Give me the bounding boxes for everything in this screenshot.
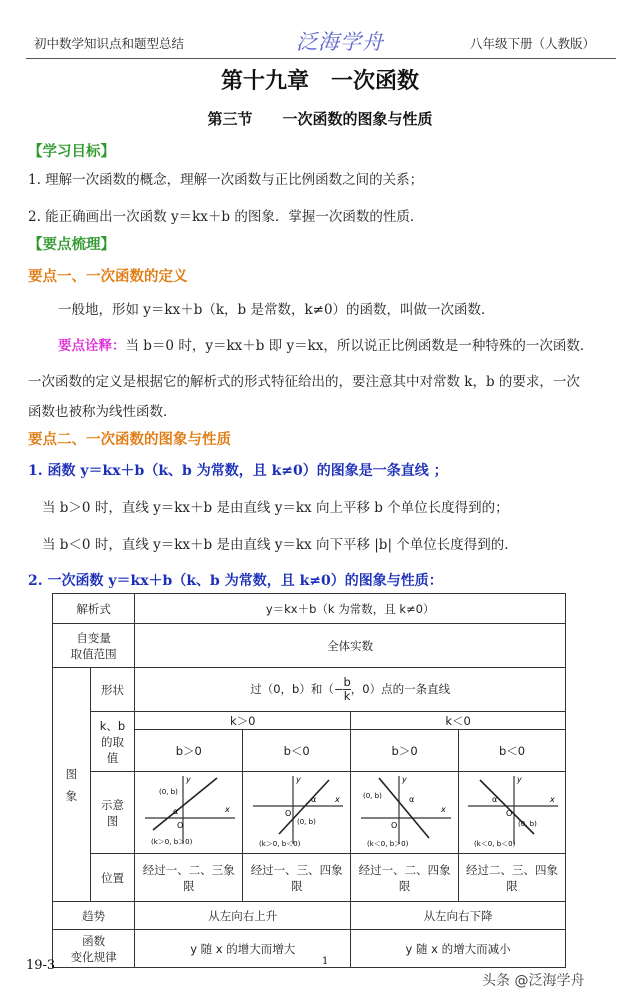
svg-text:α: α: [172, 807, 179, 816]
change-up: y 随 x 的增大而增大: [135, 930, 351, 968]
point2-line-a: 当 b＞0 时，直线 y＝kx＋b 是由直线 y＝kx 向上平移 b 个单位长度得到的；: [42, 500, 509, 516]
row-diagram: [53, 772, 566, 854]
b-cond-1: b＞0: [135, 730, 243, 772]
frac-den: k: [343, 689, 351, 703]
point2-sub2: 2. 一次函数 y＝kx＋b（k、b 为常数，且 k≠0）的图象与性质：: [28, 573, 443, 589]
point1-note-line2: 一次函数的定义是根据它的解析式的形式特征给出的，要注意其中对常数 k，b 的要求，一次: [28, 374, 580, 390]
svg-text:x: x: [334, 795, 340, 804]
kb-label: k、b 的取 值: [90, 712, 135, 772]
note-text: 当 b＝0 时，y＝kx＋b 即 y＝kx，所以说正比例函数是一种特殊的一次函数．: [125, 338, 594, 354]
b-cond-2: b＜0: [243, 730, 351, 772]
point1-note: [58, 334, 593, 354]
diagram-1: [135, 772, 243, 854]
position-3: 经过一、二、四象限: [351, 854, 459, 902]
point1-title: 要点一、一次函数的定义: [28, 268, 188, 285]
goal-1: 1. 理解一次函数的概念，理解一次函数与正比例函数之间的关系；: [28, 172, 424, 188]
svg-text:(0, b): (0, b): [362, 792, 382, 800]
expr-label: 解析式: [53, 594, 135, 624]
diagram-3: [351, 772, 459, 854]
point1-definition: 一般地，形如 y＝kx＋b（k，b 是常数，k≠0）的函数，叫做一次函数．: [58, 302, 495, 318]
row-shape: [53, 668, 566, 712]
svg-text:y: y: [401, 775, 407, 784]
header-left: 初中数学知识点和题型总结: [34, 36, 185, 51]
svg-text:x: x: [440, 805, 446, 814]
points-heading: 【要点梳理】: [28, 236, 115, 253]
k-negative: k＜0: [351, 712, 566, 730]
position-1: 经过一、二、三象限: [135, 854, 243, 902]
chapter-title: 第十九章 一次函数: [220, 68, 419, 94]
row-change: [53, 930, 566, 968]
svg-text:(0, b): (0, b): [518, 820, 537, 828]
svg-text:(0, b): (0, b): [158, 788, 178, 796]
page-code: 19-3: [26, 958, 56, 973]
trend-label: 趋势: [53, 902, 135, 930]
svg-text:y: y: [295, 775, 301, 784]
trend-down: 从左向右下降: [351, 902, 566, 930]
graph-diagram-3: [355, 772, 455, 850]
row-position: [53, 854, 566, 902]
point1-note-line3: 函数也被称为线性函数．: [28, 404, 177, 420]
properties-table: [52, 593, 566, 968]
position-label: 位置: [90, 854, 135, 902]
svg-text:y: y: [185, 775, 191, 784]
diagram-4: [459, 772, 566, 854]
change-label: 函数 变化规律: [53, 930, 135, 968]
goal-2: 2. 能正确画出一次函数 y＝kx＋b 的图象．掌握一次函数的性质．: [28, 209, 424, 225]
svg-text:O: O: [176, 821, 184, 830]
position-4: 经过二、三、四象限: [459, 854, 566, 902]
row-domain: [53, 624, 566, 668]
shape-label: 形状: [90, 668, 135, 712]
trend-up: 从左向右上升: [135, 902, 351, 930]
svg-text:(0, b): (0, b): [296, 818, 316, 826]
svg-text:(k＜0, b＞0): (k＜0, b＞0): [366, 840, 408, 848]
position-2: 经过一、三、四象限: [243, 854, 351, 902]
header-divider: [26, 58, 616, 59]
graph-diagram-2: [247, 772, 347, 850]
graph-label: 图 象: [53, 668, 91, 902]
frac-num: b: [343, 675, 351, 689]
domain-label: 自变量 取值范围: [53, 624, 135, 668]
shape-value: 过（0，b）和（− $\frac{b}{k}$ ，0）点的一条直线: [135, 668, 566, 712]
row-expression: [53, 594, 566, 624]
brand-logo: 泛海学舟: [296, 30, 384, 54]
point2-title: 要点二、一次函数的图象与性质: [28, 431, 231, 448]
domain-value: 全体实数: [135, 624, 566, 668]
diagram-label: 示意 图: [90, 772, 135, 854]
row-trend: [53, 902, 566, 930]
svg-text:(k＜0, b＜0): (k＜0, b＜0): [474, 840, 516, 848]
svg-text:(k＞0, b＞0): (k＞0, b＞0): [150, 838, 193, 846]
note-label: 要点诠释：: [58, 338, 126, 354]
svg-text:O: O: [284, 809, 291, 818]
svg-text:y: y: [517, 775, 522, 784]
svg-text:x: x: [224, 805, 230, 814]
svg-text:x: x: [550, 795, 555, 804]
point2-line-b: 当 b＜0 时，直线 y＝kx＋b 是由直线 y＝kx 向下平移 |b| 个单位长度得到的．: [42, 537, 518, 553]
diagram-2: [243, 772, 351, 854]
point2-sub1: 1. 函数 y＝kx＋b（k、b 为常数，且 k≠0）的图象是一条直线 ；: [28, 463, 448, 479]
page-number: 1: [322, 956, 329, 967]
svg-text:O: O: [506, 809, 513, 818]
svg-text:α: α: [492, 795, 498, 804]
header-right: 八年级下册（人教版）: [470, 36, 596, 51]
k-positive: k＞0: [135, 712, 351, 730]
change-down: y 随 x 的增大而减小: [351, 930, 566, 968]
goals-heading: 【学习目标】: [28, 143, 115, 160]
svg-text:O: O: [390, 821, 397, 830]
expr-value: y＝kx＋b（k 为常数，且 k≠0）: [135, 594, 566, 624]
b-cond-4: b＜0: [459, 730, 566, 772]
svg-text:α: α: [408, 795, 414, 804]
watermark: 头条 @泛海学舟: [482, 973, 585, 989]
svg-text:α: α: [310, 795, 316, 804]
svg-text:(k＞0, b＜0): (k＞0, b＜0): [258, 840, 301, 848]
section-title: 第三节 一次函数的图象与性质: [207, 110, 433, 128]
graph-diagram-4: [462, 772, 562, 850]
row-k: [53, 712, 566, 730]
b-cond-3: b＞0: [351, 730, 459, 772]
graph-diagram-1: [139, 772, 239, 850]
